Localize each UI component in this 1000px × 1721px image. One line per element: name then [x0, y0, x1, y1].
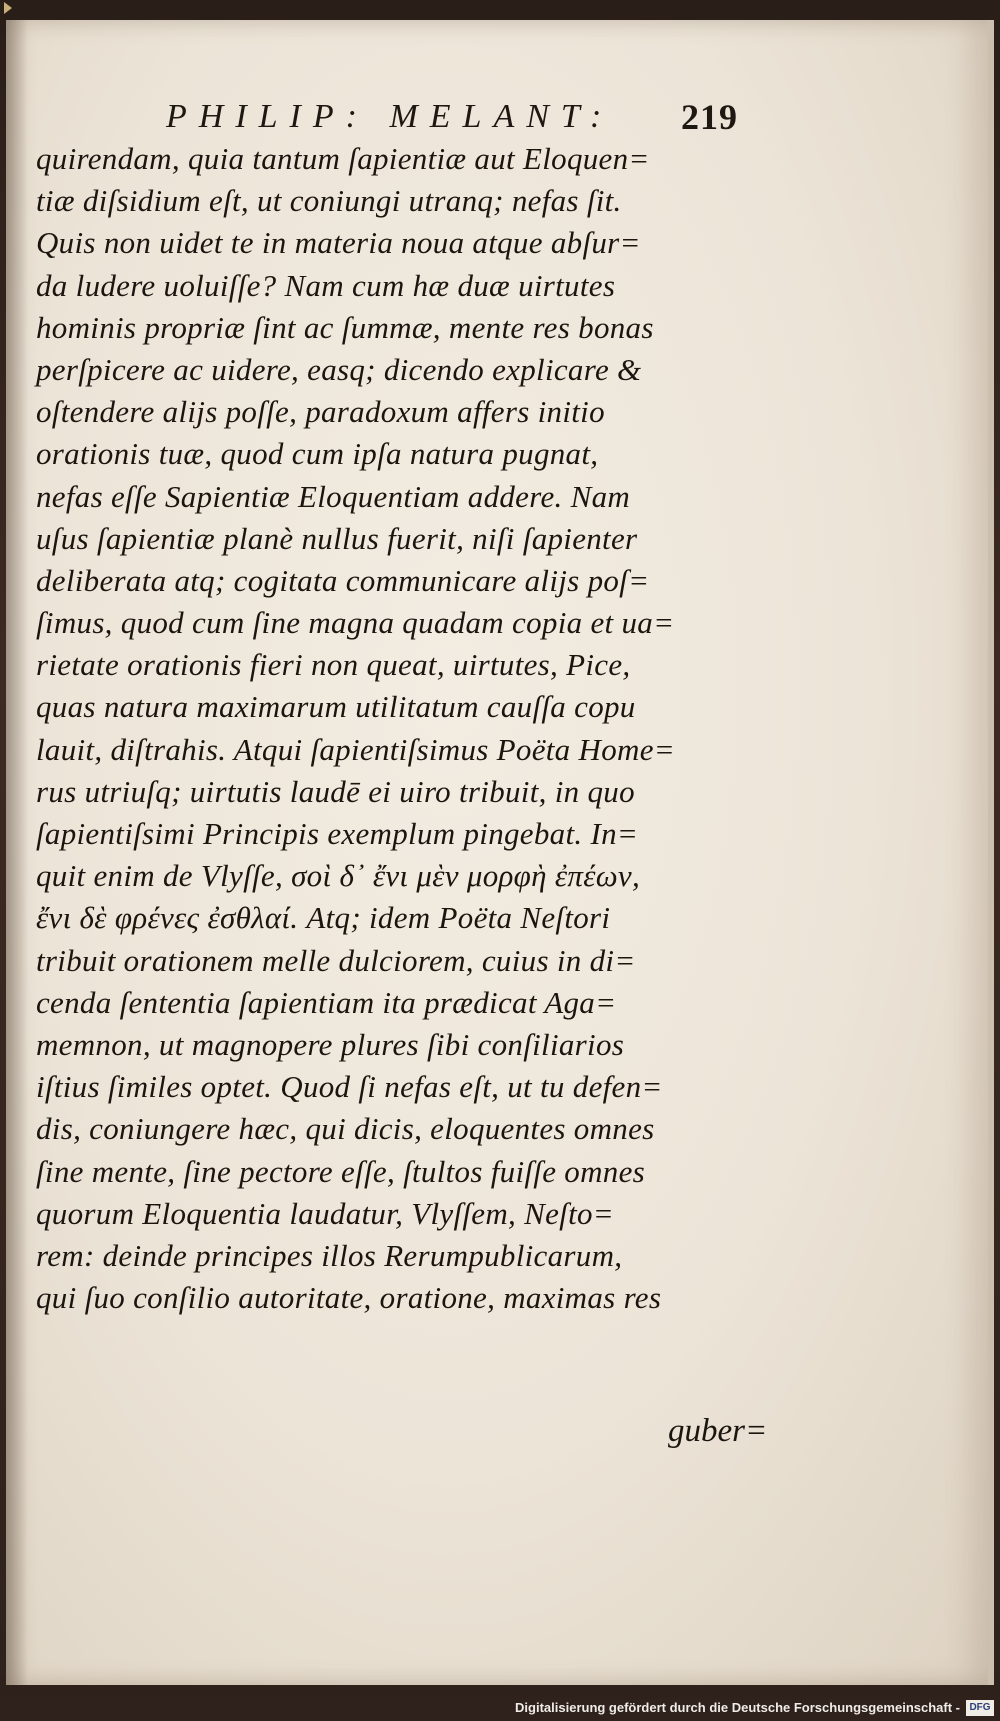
text-line: Quis non uidet te in materia noua atque abſur=	[36, 225, 641, 261]
text-line: quorum Eloquentia laudatur, Vlyſſem, Neſto=	[36, 1195, 614, 1231]
book-page	[6, 20, 994, 1685]
text-line: oſtendere alijs poſſe, paradoxum affers initio	[36, 394, 605, 430]
text-line: memnon, ut magnopere plures ſibi conſiliarios	[36, 1026, 625, 1062]
running-head	[156, 92, 756, 142]
catchword: guber=	[668, 1413, 768, 1449]
text-line: lauit, diſtrahis. Atqui ſapientiſsimus Poëta Home=	[36, 731, 675, 767]
body-text	[36, 138, 776, 1319]
text-line: tiæ diſsidium eſt, ut coniungi utranq; nefas ſit.	[36, 183, 622, 219]
text-line: rietate orationis fieri non queat, uirtutes, Pice,	[36, 647, 631, 683]
text-line: rem: deinde principes illos Rerumpublicarum,	[36, 1237, 623, 1273]
text-line: orationis tuæ, quod cum ipſa natura pugnat,	[36, 436, 599, 472]
text-line: ſapientiſsimi Principis exemplum pingebat. In=	[36, 816, 639, 851]
text-line: ſimus, quod cum ſine magna quadam copia et ua=	[36, 605, 675, 641]
text-line: dis, coniungere hæc, qui dicis, eloquentes omnes	[36, 1111, 655, 1147]
gutter-shadow	[6, 20, 28, 1685]
text-line: cenda ſententia ſapientiam ita prædicat Aga=	[36, 984, 617, 1020]
dfg-logo: DFG	[966, 1700, 994, 1716]
text-line: perſpicere ac uidere, easq; dicendo explicare &	[36, 351, 642, 387]
scan-corner-marker	[4, 2, 12, 14]
running-title: PHILIP: MELANT:	[166, 98, 614, 135]
funding-credit: Digitalisierung gefördert durch die Deutsche Forschungsgemeinschaft -	[515, 1700, 960, 1715]
text-line: qui ſuo conſilio autoritate, oratione, maximas res	[36, 1280, 662, 1316]
text-line: quit enim de Vlyſſe, σοὶ δ᾽ ἔνι μὲν μορφὴ ἐπέων,	[36, 858, 641, 894]
text-line: iſtius ſimiles optet. Quod ſi nefas eſt, ut tu defen=	[36, 1069, 663, 1105]
text-line: quirendam, quia tantum ſapientiæ aut Eloquen=	[36, 141, 650, 176]
text-line: nefas eſſe Sapientiæ Eloquentiam addere. Nam	[36, 478, 631, 514]
footer-bar	[0, 1697, 1000, 1721]
text-line: ſine mente, ſine pectore eſſe, ſtultos fuiſſe omnes	[36, 1153, 646, 1189]
text-line: deliberata atq; cogitata communicare alijs poſ=	[36, 562, 650, 598]
text-line: uſus ſapientiæ planè nullus fuerit, niſi ſapienter	[36, 520, 638, 556]
text-line: rus utriuſq; uirtutis laudē ei uiro tribuit, in quo	[36, 773, 635, 809]
text-line: da ludere uoluiſſe? Nam cum hæ duæ uirtutes	[36, 267, 616, 303]
page-number: 219	[681, 97, 738, 137]
text-line: quas natura maximarum utilitatum cauſſa copu	[36, 689, 636, 725]
text-line: hominis propriæ ſint ac ſummæ, mente res bonas	[36, 309, 654, 345]
text-line: ἔνι δὲ φρένες ἐσθλαί. Atq; idem Poëta Neſtori	[36, 900, 611, 936]
text-line: tribuit orationem melle dulciorem, cuius in di=	[36, 942, 636, 978]
